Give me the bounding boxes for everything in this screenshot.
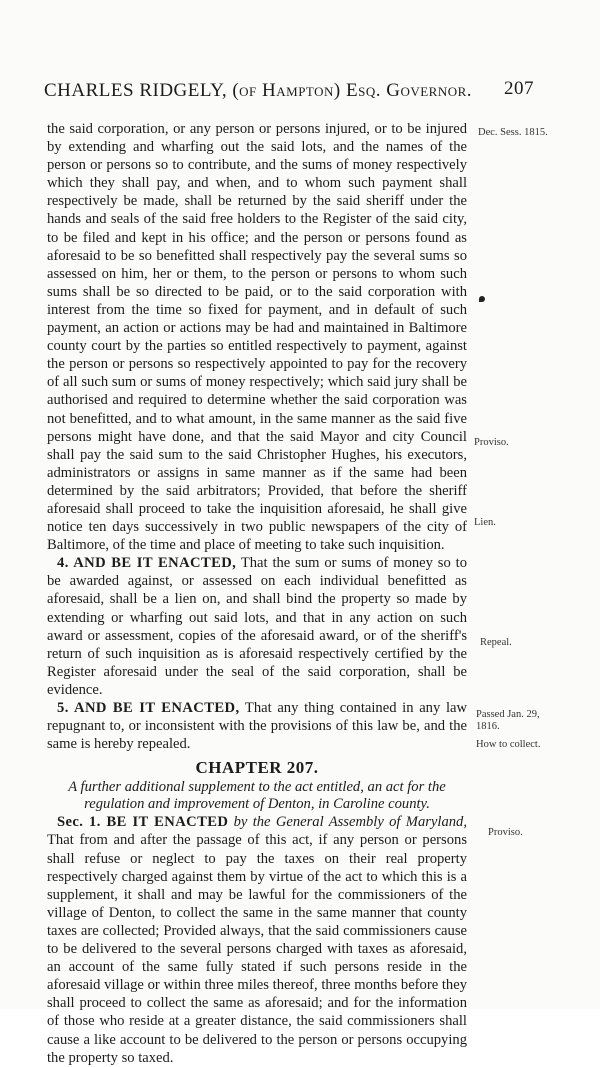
chapter-title: A further additional supplement to the act entitled, an act for the regulation and improvement of Denton, in Caroline county.: [68, 779, 446, 813]
chapter-heading: CHAPTER 207.: [195, 758, 319, 778]
section-5-enacting-clause: 5. AND BE IT ENACTED,: [57, 700, 240, 716]
section-1-enacting-clause: Sec. 1. BE IT ENACTED: [57, 814, 229, 831]
section-5: [47, 699, 467, 753]
margin-note-how-to-collect: How to collect.: [476, 739, 541, 750]
section-4: [47, 554, 467, 699]
section-1-assembly: by the General Assembly of Maryland,: [228, 814, 467, 831]
page-number: 207: [504, 78, 534, 99]
margin-note-proviso-2: Proviso.: [488, 827, 523, 838]
margin-note-session: Dec. Sess. 1815.: [478, 127, 548, 138]
margin-note-lien: Lien.: [474, 517, 496, 528]
section-5-text: That any thing contained in any law repugnant to, or inconsistent with the provisions of this law be, and the same is hereby repealed.: [47, 700, 468, 753]
section-1-text: That from and after the passage of this act, if any person or persons shall refuse or neglect to pay the taxes on their real property respectively charged against them by virtue of the act to which this is a supplement, it shall and may be lawful for the commissioners of the village of Denton, to collect the same in the same manner that county taxes are collected; Provided always, that the said commissioners cause to be delivered to the several persons charged with taxes as aforesaid, an account of the same fully stated if such persons reside in the aforesaid village or within three miles thereof, three months before they shall proceed to collect the same as aforesaid; and for the information of those who reside at a greater distance, the said commissioners shall cause a like account to be delivered to the person or persons occupying the property so taxed.: [47, 832, 467, 1066]
margin-note-repeal: Repeal.: [480, 637, 512, 648]
margin-note-proviso: Proviso.: [474, 437, 509, 448]
paragraph-continuation: the said corporation, or any person or persons injured, or to be injured by extending and wharfing out the said lots, and the names of the person or persons so to contribute, and the sums of money respectively which they shall pay, and when, and to whom such payment shall respectively be made, shall be returned by the said sheriff under the hands and seals of the said free holders to the Register of the said city, to be filed and kept in his office; and the person or persons found as aforesaid to be so benefitted shall respectively pay the several sums so assessed on him, her or them, to the person or persons to whom such sums shall be so directed to be paid, or to the said corporation with interest from the time so fixed for payment, and in default of such payment, an action or actions may be had and maintained in Baltimore county court by the parties so entitled respectively to payment, against the person or persons so respectively appointed to pay for the recovery of all such sum or sums of money respectively; which said jury shall be authorised and required to determine whether the said corporation was not benefitted, and to what amount, in the same manner as the said five persons might have done, and that the said Mayor and city Council shall pay the said sum to the said Christopher Hughes, his executors, administrators or assigns in same manner as if the same had been determined by the said arbitrators; Provided, that before the sheriff aforesaid shall proceed to take the inquisition aforesaid, he shall give notice ten days successively in two public newspapers of the city of Baltimore, of the time and place of meeting to take such inquisition.: [47, 121, 467, 554]
section-4-enacting-clause: 4. AND BE IT ENACTED,: [57, 555, 237, 572]
running-head: [44, 80, 534, 102]
margin-note-passed: Passed Jan. 29, 1816.: [476, 709, 540, 732]
section-4-text: That the sum or sums of money so to be awarded against, or assessed on each individual benefitted as aforesaid, shall be a lien on, and shall bind the property so made by extending or wharfing out said lots, and that in any action on such award or assessment, copies of the aforesaid award, or of the sheriff's return of such inquisition as is aforesaid respectively certified by the Register aforesaid under the seal of the said corporation, shall be evidence.: [47, 555, 467, 698]
page-title: CHARLES RIDGELY, (of Hampton) Esq. Governor.: [44, 80, 473, 101]
section-1: [47, 813, 467, 1066]
body-text: [47, 120, 467, 1067]
ink-mark: [479, 296, 485, 302]
